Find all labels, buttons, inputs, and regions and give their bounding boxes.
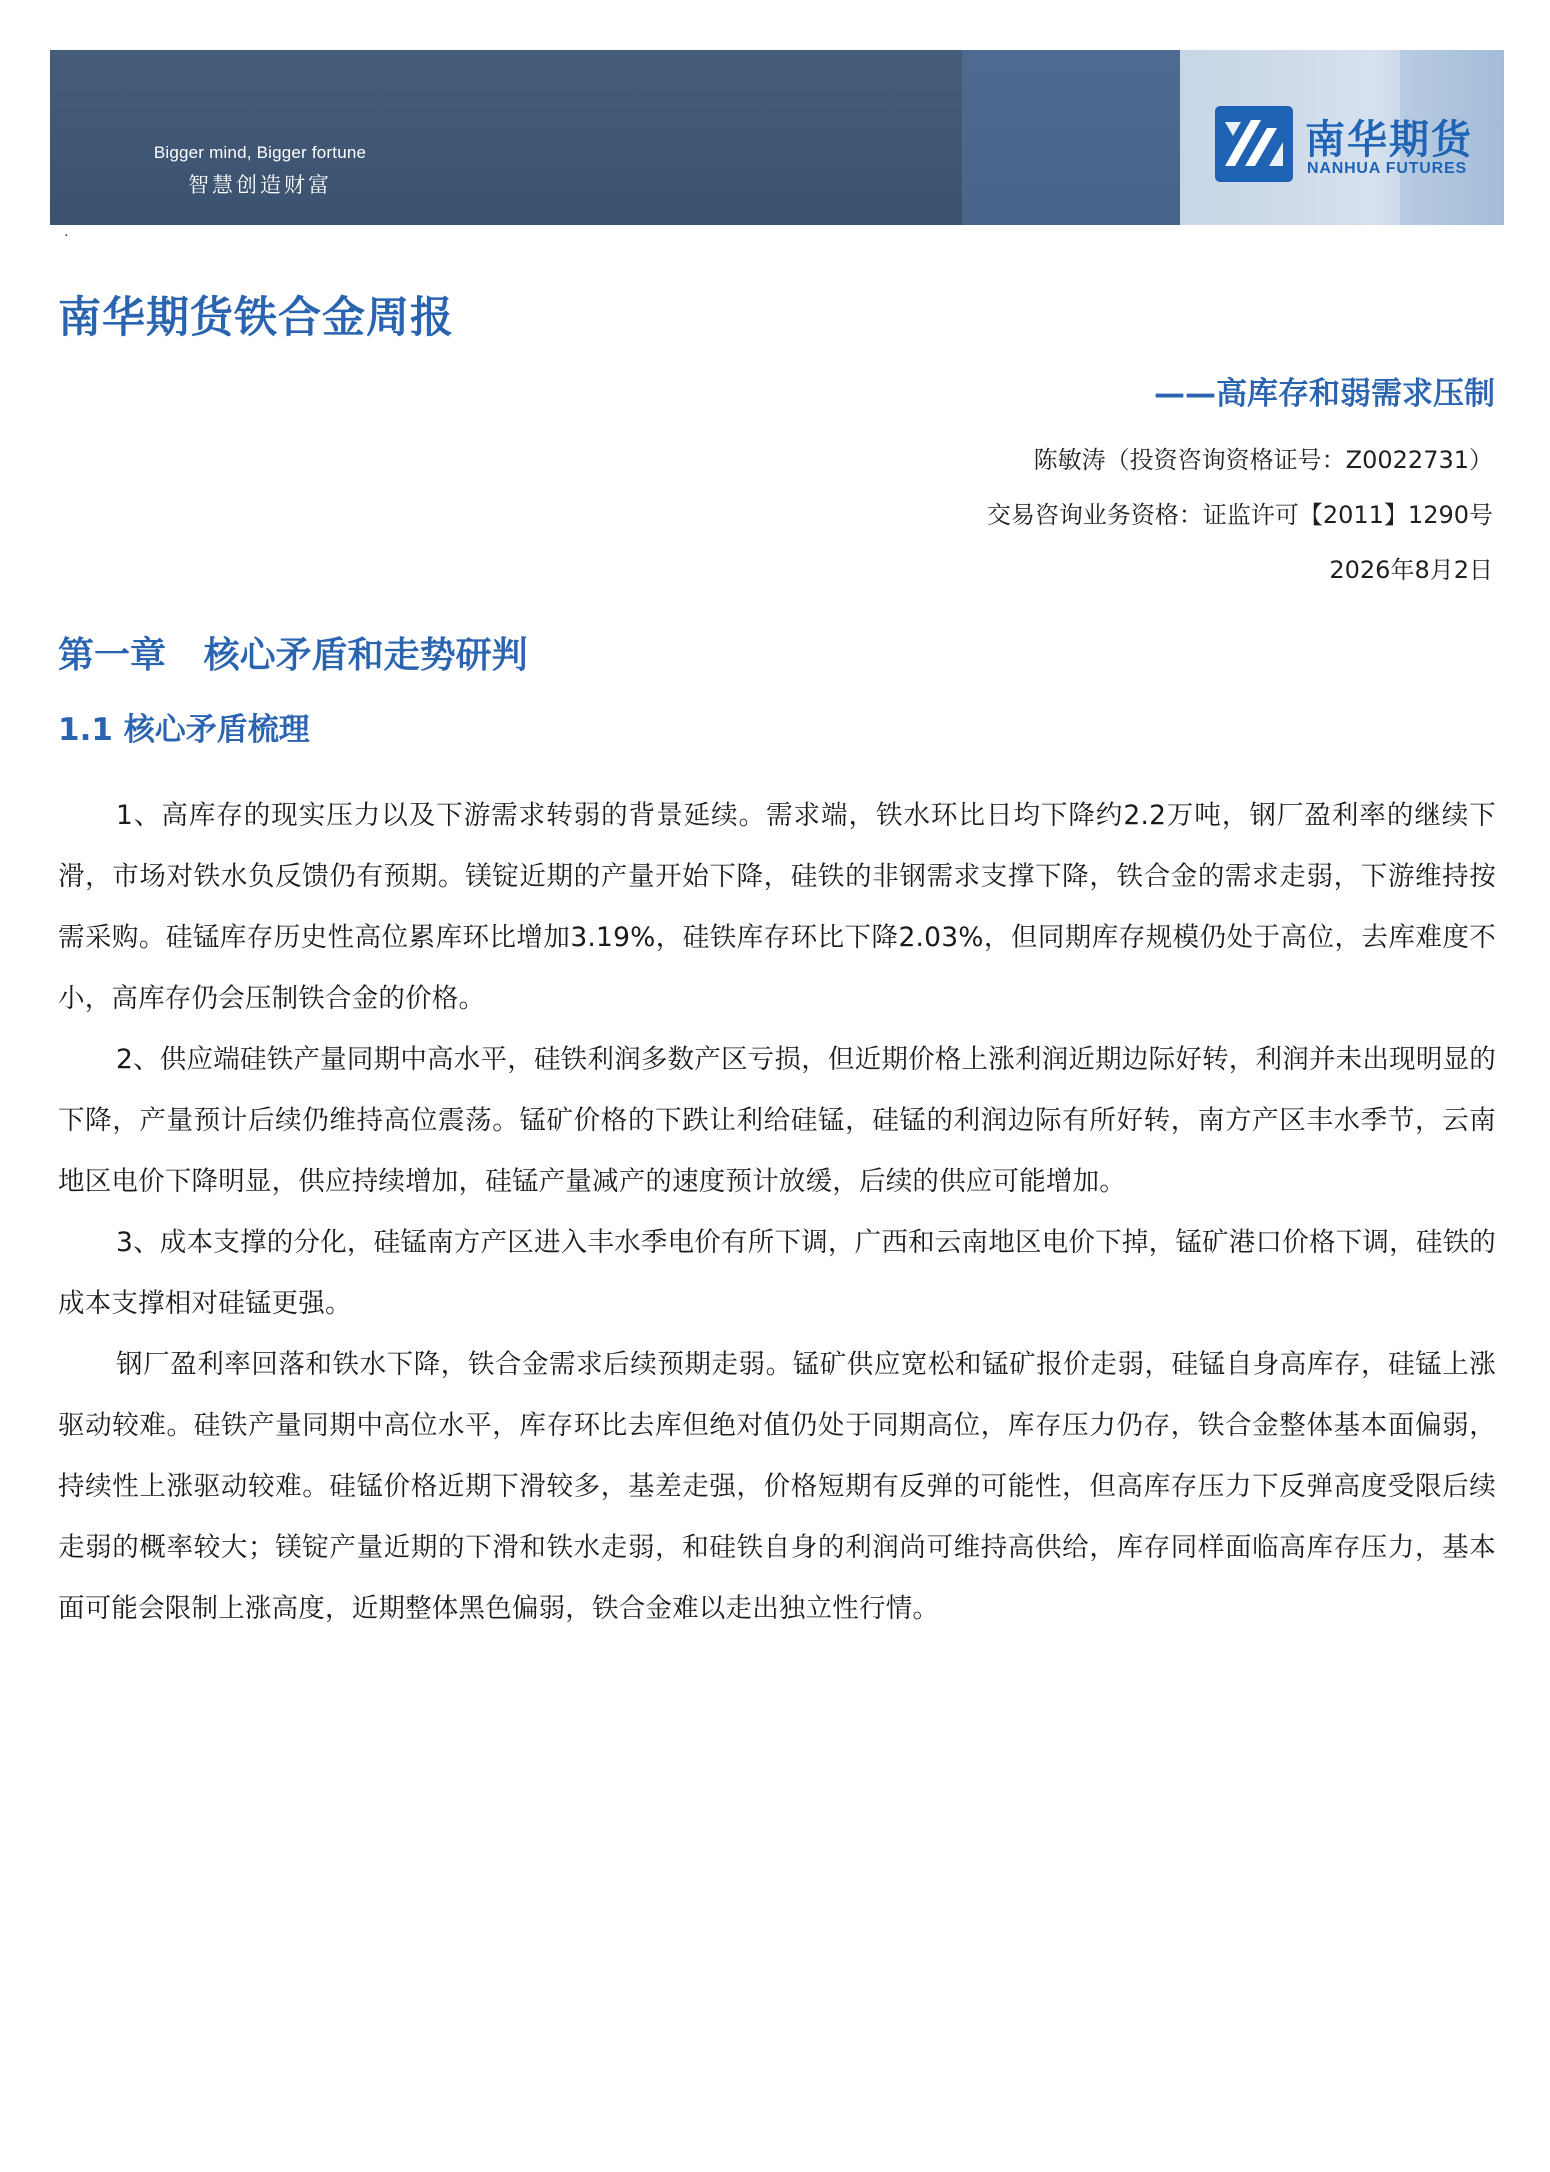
- paragraph: 2、供应端硅铁产量同期中高水平，硅铁利润多数产区亏损，但近期价格上涨利润近期边际好转，利润并未出现明显的下降，产量预计后续仍维持高位震荡。锰矿价格的下跌让利给硅锰，硅锰的利润边际有所好转，南方产区丰水季节，云南地区电价下降明显，供应持续增加，硅锰产量减产的速度预计放缓，后续的供应可能增加。: [58, 1044, 1496, 1197]
- slogan: [150, 143, 370, 199]
- banner-middle-panel: [962, 50, 1180, 225]
- body-text: [58, 785, 1496, 1639]
- paragraph: 3、成本支撑的分化，硅锰南方产区进入丰水季电价有所下调，广西和云南地区电价下掉，锰矿港口价格下调，硅铁的成本支撑相对硅锰更强。: [58, 1227, 1496, 1319]
- report-title: 南华期货铁合金周报: [58, 293, 454, 343]
- company-logo: [1215, 104, 1495, 184]
- section-title: 1.1 核心矛盾梳理: [58, 712, 310, 748]
- bullet-marker: ·: [64, 228, 69, 244]
- report-subtitle: ——高库存和弱需求压制: [1154, 376, 1495, 412]
- header-banner: [50, 50, 1504, 225]
- author-info: 陈敏涛（投资咨询资格证号：Z0022731）: [1033, 446, 1493, 474]
- paragraph: 钢厂盈利率回落和铁水下降，铁合金需求后续预期走弱。锰矿供应宽松和锰矿报价走弱，硅锰自身高库存，硅锰上涨驱动较难。硅铁产量同期中高位水平，库存环比去库但绝对值仍处于同期高位，库存压力仍存，铁合金整体基本面偏弱，持续性上涨驱动较难。硅锰价格近期下滑较多，基差走强，价格短期有反弹的可能性，但高库存压力下反弹高度受限后续走弱的概率较大；镁锭产量近期的下滑和铁水走弱，和硅铁自身的利润尚可维持高供给，库存同样面临高库存压力，基本面可能会限制上涨高度，近期整体黑色偏弱，铁合金难以走出独立性行情。: [58, 1349, 1496, 1624]
- report-date: 2026年8月2日: [1329, 556, 1493, 584]
- slogan-english: Bigger mind, Bigger fortune: [153, 143, 367, 162]
- paragraph: 1、高库存的现实压力以及下游需求转弱的背景延续。需求端，铁水环比日均下降约2.2万吨，钢厂盈利率的继续下滑，市场对铁水负反馈仍有预期。镁锭近期的产量开始下降，硅铁的非钢需求支撑下降，铁合金的需求走弱，下游维持按需采购。硅锰库存历史性高位累库环比增加3.19%，硅铁库存环比下降2.03%，但同期库存规模仍处于高位，去库难度不小，高库存仍会压制铁合金的价格。: [58, 800, 1496, 1014]
- slogan-chinese: 智慧创造财富: [188, 173, 332, 197]
- logo-text-chinese: 南华期货: [1305, 117, 1473, 163]
- chapter-title: 第一章 核心矛盾和走势研判: [58, 635, 528, 676]
- logo-text-english: NANHUA FUTURES: [1307, 160, 1467, 177]
- nanhua-logo-icon: [1215, 106, 1293, 182]
- license-info: 交易咨询业务资格：证监许可【2011】1290号: [986, 501, 1493, 529]
